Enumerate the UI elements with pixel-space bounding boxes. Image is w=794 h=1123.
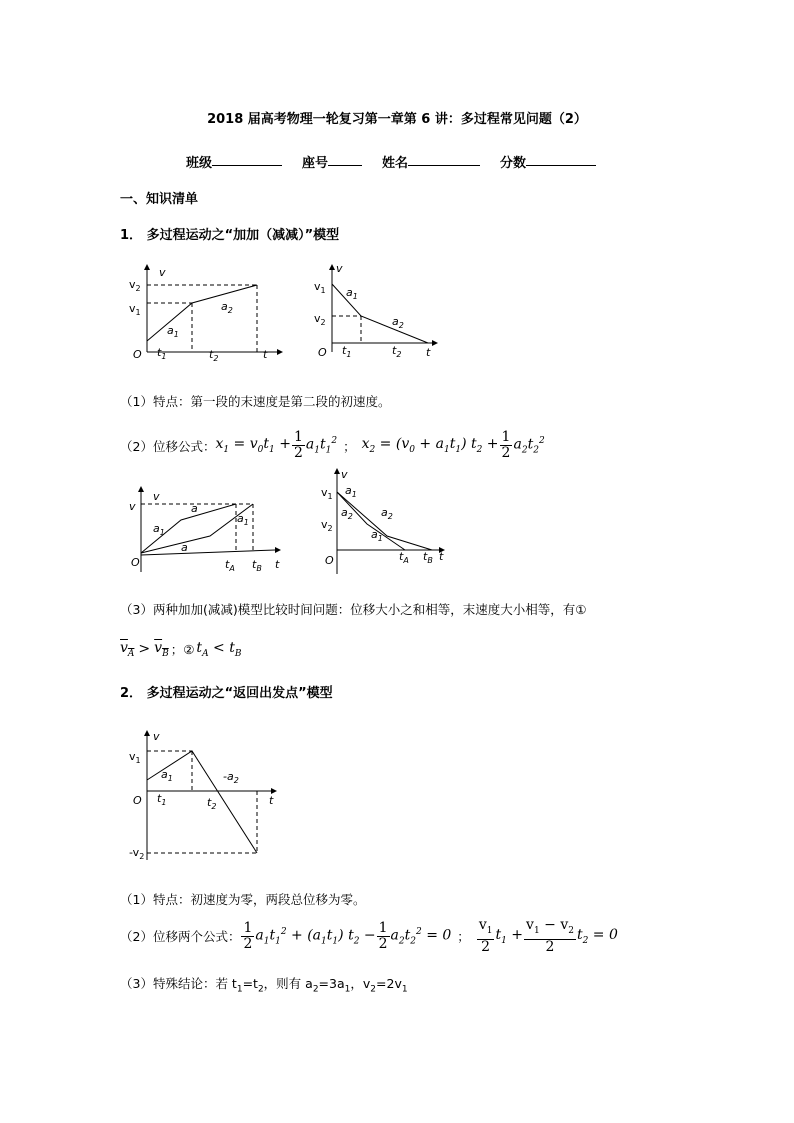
svg-text:t2: $t_2$: [207, 796, 217, 811]
svg-text:a2: $a_2$: [392, 315, 404, 330]
svg-text:t: t: [275, 558, 280, 571]
svg-text:t1: $t_1$: [157, 346, 167, 361]
class-label: 班级: [186, 156, 213, 171]
svg-text:v: v: [159, 266, 166, 279]
score-label: 分数: [500, 156, 527, 171]
svg-text:t1: $t_1$: [157, 792, 167, 807]
svg-text:v: v: [336, 262, 343, 275]
item1-feature: （1）特点：第一段的末速度是第二段的初速度。: [120, 394, 391, 409]
svg-text:-v2: $-v_2$: [129, 846, 145, 861]
svg-text:t: t: [439, 550, 444, 563]
svg-text:tA: $t_A$: [225, 558, 235, 573]
svg-text:O: O: [131, 556, 140, 569]
page-title: 2018 届高考物理一轮复习第一章第 6 讲：多过程常见问题（2）: [207, 112, 587, 127]
svg-text:t: t: [269, 794, 274, 807]
svg-text:O: O: [133, 794, 142, 807]
svg-text:a1: $a_1$: [346, 286, 358, 301]
class-field[interactable]: [212, 152, 282, 166]
svg-text:a1: $a_1$: [237, 512, 249, 527]
item2-heading: 2． 多过程运动之“返回出发点”模型: [120, 686, 333, 701]
seat-label: 座号: [302, 156, 329, 171]
svg-text:O: O: [133, 348, 142, 361]
svg-text:tA: $t_A$: [399, 550, 409, 565]
item2-formula: （2）位移两个公式： $\frac{1}{2}$ $a_1t_1^2 + (a_1t_1) t_2$ − $\frac{1}{2}$ $a_2t_2^2 = 0$ ； $\frac{v_1}{2}$ $t_1$ + $\frac{v_1 - v_2}{2}$ $t_2 = 0$: [120, 917, 618, 955]
svg-text:a1: $a_1$: [167, 324, 179, 339]
svg-text:v2: $v_2$: [129, 278, 141, 293]
svg-text:v1: $v_1$: [321, 486, 333, 501]
score-field[interactable]: [526, 152, 596, 166]
student-info-row: [186, 152, 616, 171]
svg-text:a1: $a_1$: [345, 484, 357, 499]
item2-feature: （1）特点：初速度为零，两段总位移为零。: [120, 892, 366, 907]
item1-compare-line1: （3）两种加加(减减)模型比较时间问题：位移大小之和相等，末速度大小相等，有①: [120, 602, 587, 617]
svg-text:v: v: [129, 500, 136, 513]
svg-text:tB: $t_B$: [252, 558, 262, 573]
svg-text:a2: $a_2$: [381, 506, 393, 521]
svg-text:a: a: [191, 502, 198, 515]
svg-text:v1: $v_1$: [129, 750, 141, 765]
graph-return-start: [125, 728, 285, 863]
svg-text:a2: $a_2$: [341, 506, 353, 521]
svg-text:-a2: $-a_2$: [223, 770, 239, 785]
svg-text:v: v: [341, 468, 348, 481]
svg-text:a2: $a_2$: [221, 300, 233, 315]
conclusion-end: ，v: [350, 976, 371, 991]
svg-text:v1: $v_1$: [129, 302, 141, 317]
name-field[interactable]: [408, 152, 480, 166]
section-heading: 一、知识清单: [120, 192, 199, 207]
svg-text:t2: $t_2$: [209, 348, 219, 362]
svg-text:a: a: [181, 541, 188, 554]
svg-text:t1: $t_1$: [342, 344, 352, 359]
svg-text:O: O: [318, 346, 327, 359]
svg-text:v2: $v_2$: [314, 312, 326, 327]
formula-separator: ；: [457, 929, 470, 945]
graph-compare-accel: [125, 484, 290, 576]
svg-text:t: t: [426, 346, 431, 359]
svg-text:O: O: [325, 554, 334, 567]
svg-text:v1: $v_1$: [314, 280, 326, 295]
svg-text:a1: $a_1$: [153, 522, 165, 537]
name-label: 姓名: [382, 156, 409, 171]
compare-separator: ；②: [170, 642, 195, 658]
item1-formula: （2）位移公式： $x_1 = v_0t_1$ + $\frac{1}{2}$ $a_1t_1^2$ ； $x_2 = (v_0 + a_1t_1) t_2$ + $\frac{1}{2}$ $a_2t_2^2$: [120, 429, 545, 461]
svg-text:v: v: [153, 490, 160, 503]
svg-text:a1: $a_1$: [161, 768, 173, 783]
item1-heading: 1． 多过程运动之“加加（减减）”模型: [120, 228, 340, 243]
svg-text:v2: $v_2$: [321, 518, 333, 533]
graph-compare-decel: [315, 466, 450, 578]
seat-field[interactable]: [328, 152, 362, 166]
item1-compare-line2: $v_A$ > $v_B$ ；② $t_A < t_B$: [120, 640, 242, 659]
svg-text:t: t: [263, 348, 268, 361]
graph-decel-decel: [310, 262, 445, 362]
graph-accel-accel: [125, 262, 285, 362]
svg-text:v: v: [153, 730, 160, 743]
svg-text:a1: $a_1$: [371, 528, 383, 543]
conclusion-prefix: （3）特殊结论：若 t: [120, 976, 237, 991]
item2-conclusion: （3）特殊结论：若 $t_1=t_2$，则有 $a_2=3a_1$，$v_2=2v_1$: [120, 976, 408, 995]
formula-label-2: （2）位移两个公式：: [120, 929, 241, 945]
formula-label: （2）位移公式：: [120, 438, 216, 454]
conclusion-mid: ，则有 a: [263, 976, 313, 991]
svg-text:tB: $t_B$: [423, 550, 433, 565]
svg-text:t2: $t_2$: [392, 344, 402, 359]
